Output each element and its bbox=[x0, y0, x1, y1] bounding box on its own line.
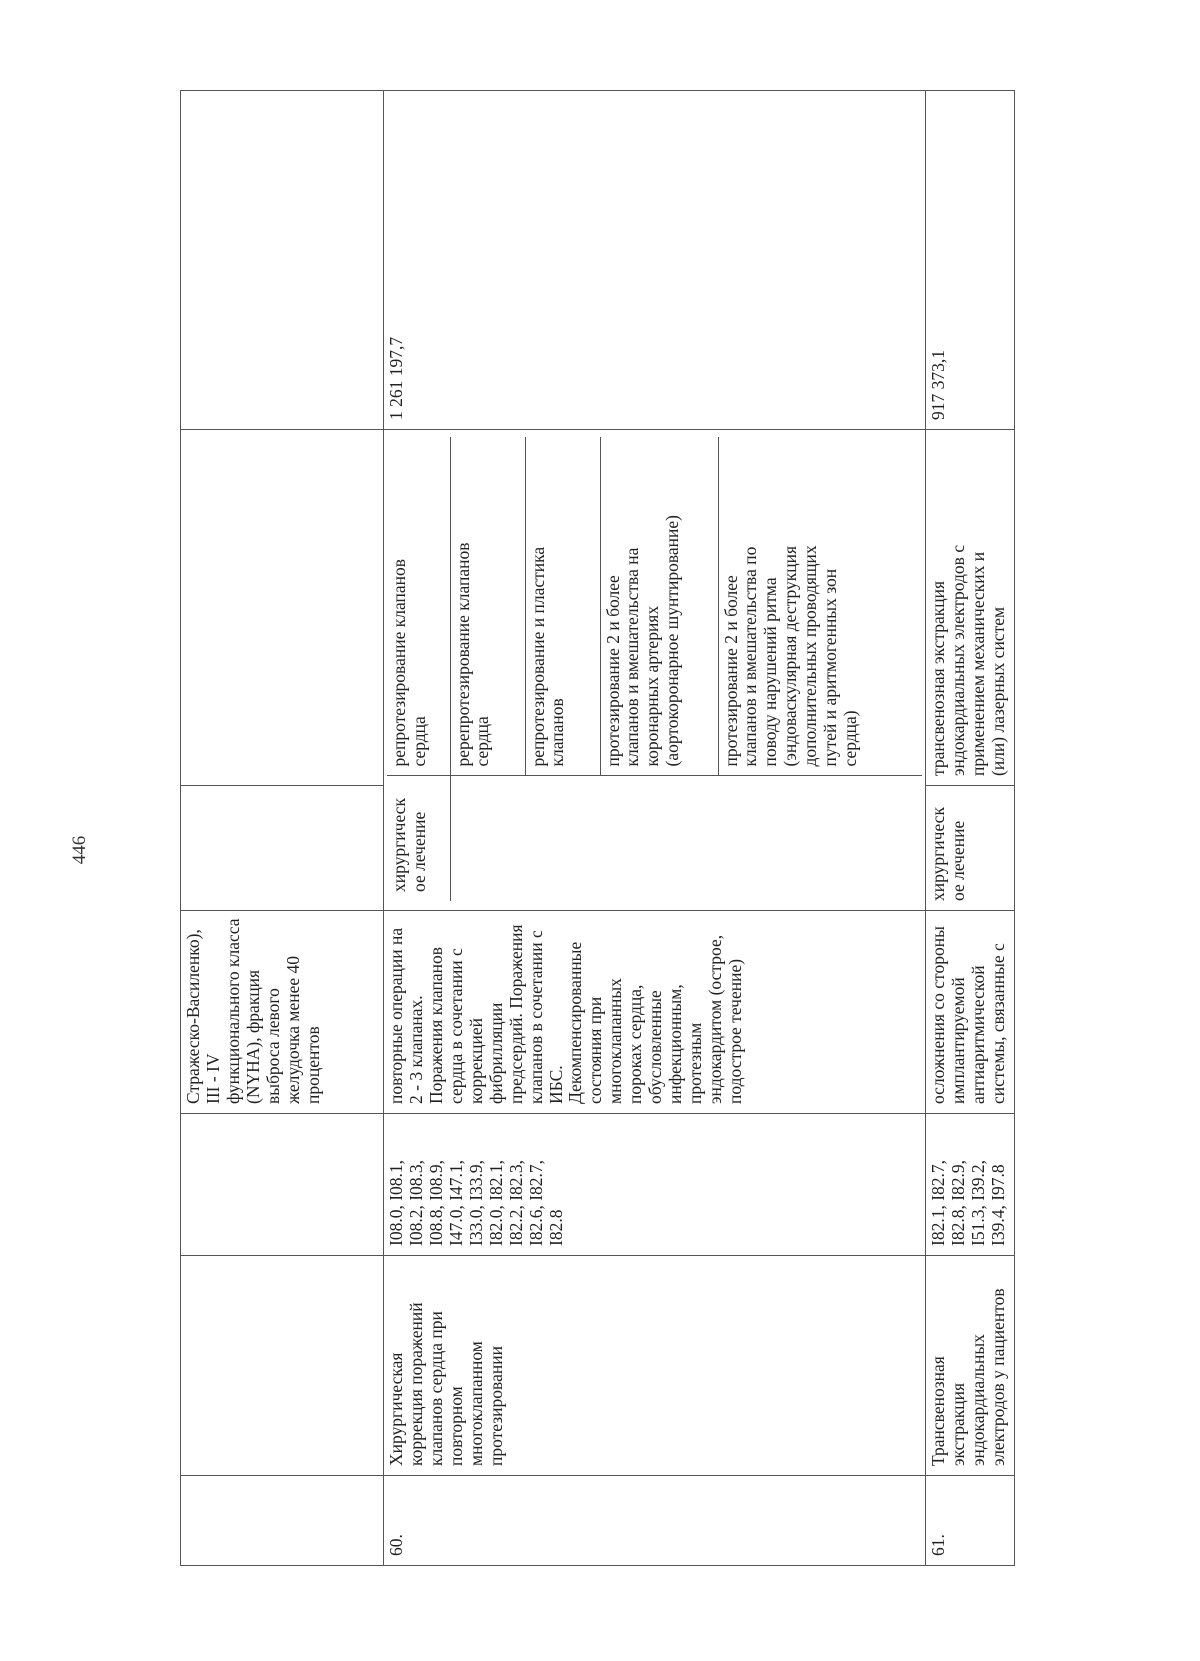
rotated-table-page bbox=[180, 91, 1015, 1566]
cell-empty bbox=[718, 776, 922, 901]
text-line: ое лечение bbox=[947, 820, 968, 901]
cell-empty bbox=[181, 1114, 384, 1256]
text-line: I39.4, I97.8 bbox=[987, 1164, 1008, 1246]
cell-empty bbox=[181, 91, 384, 430]
method-row bbox=[450, 437, 525, 901]
cell-treatment-methods bbox=[384, 430, 926, 911]
table-row-continuation bbox=[181, 91, 384, 1566]
text-line: III - IV bbox=[202, 1053, 223, 1104]
table-row-61 bbox=[926, 91, 1015, 1566]
text-line: предсердий. Поражения bbox=[505, 924, 526, 1104]
text-line: повторном bbox=[445, 1386, 466, 1466]
cell-method bbox=[926, 430, 1015, 786]
text-line: Трансвенозная bbox=[928, 1356, 948, 1466]
cell-method bbox=[387, 437, 450, 776]
text-line: процентов bbox=[302, 1026, 323, 1104]
text-line: эндокардитом (острое, bbox=[705, 934, 725, 1104]
cell-empty bbox=[450, 776, 525, 901]
text-line: дополнительных проводящих bbox=[800, 545, 821, 767]
table-row-60 bbox=[384, 91, 926, 1566]
text-line: многоклапанных bbox=[605, 978, 626, 1104]
cell-row-number: 61. bbox=[926, 1476, 1015, 1566]
cell-row-number: 60. bbox=[384, 1476, 926, 1566]
text-line: (NYHA), фракция bbox=[242, 969, 263, 1104]
cell-patient-model bbox=[926, 911, 1015, 1114]
text-line: коронарных артериях bbox=[642, 605, 663, 767]
text-line: системы, связанные с bbox=[987, 943, 1008, 1104]
cell-empty bbox=[181, 1476, 384, 1566]
text-line: экстракция bbox=[947, 1382, 968, 1466]
text-line: клапанов bbox=[547, 698, 568, 767]
text-line: клапанов сердца при bbox=[425, 1311, 446, 1466]
text-line: инфекционным, bbox=[665, 984, 686, 1104]
cell-norm-cost: 1 261 197,7 bbox=[384, 91, 926, 430]
text-line: эндокардиальных bbox=[967, 1334, 988, 1466]
text-line: протезировании bbox=[485, 1346, 506, 1466]
text-line: имплантируемой bbox=[947, 977, 968, 1104]
text-line: хирургическ bbox=[389, 798, 409, 892]
text-line: функционального класса bbox=[222, 918, 243, 1104]
method-row bbox=[600, 437, 718, 901]
cell-empty bbox=[181, 786, 384, 911]
text-line: протезным bbox=[685, 1022, 706, 1104]
text-line: путей и аритмогенных зон bbox=[820, 568, 841, 767]
text-line: Хирургическая bbox=[386, 1352, 406, 1466]
text-line: ререпротезирование клапанов bbox=[452, 542, 473, 767]
cell-icd-codes bbox=[384, 1114, 926, 1256]
text-line: коррекция поражений bbox=[405, 1302, 426, 1466]
text-line: I82.6, I82.7, bbox=[525, 1159, 546, 1246]
text-line: протезирование 2 и более bbox=[720, 575, 741, 767]
cell-treatment-type bbox=[387, 776, 450, 901]
cell-care-type bbox=[926, 1256, 1015, 1476]
cell-empty bbox=[181, 430, 384, 786]
cell-care-type bbox=[384, 1256, 926, 1476]
cell-norm-cost: 917 373,1 bbox=[926, 91, 1015, 430]
text-line: сердца bbox=[408, 716, 429, 767]
text-line: I82.8 bbox=[545, 1209, 566, 1246]
text-line: многоклапанном bbox=[465, 1341, 486, 1466]
text-line: Поражения клапанов bbox=[425, 947, 446, 1104]
page-number: 446 bbox=[69, 835, 90, 865]
text-line: I33.0, I33.9, bbox=[465, 1159, 486, 1246]
text-line: (или) лазерных систем bbox=[987, 606, 1008, 776]
cell-method bbox=[718, 437, 922, 776]
text-line: репротезирование клапанов bbox=[389, 558, 409, 767]
text-line: ИБС. bbox=[545, 1065, 566, 1104]
method-row bbox=[718, 437, 922, 901]
text-line: пороках сердца, bbox=[625, 984, 646, 1104]
text-line: сердца bbox=[472, 716, 493, 767]
cell-icd-codes bbox=[926, 1114, 1015, 1256]
text-line: I47.0, I47.1, bbox=[445, 1159, 466, 1246]
text-line: электродов у пациентов bbox=[987, 1288, 1008, 1466]
text-line: (эндоваскулярная деструкция bbox=[780, 545, 801, 767]
text-line: фибрилляции bbox=[485, 1002, 506, 1104]
text-line: 2 - 3 клапанах. bbox=[405, 995, 426, 1104]
text-line: клапанов в сочетании с bbox=[525, 930, 546, 1104]
text-line: Стражеско-Василенко), bbox=[183, 929, 203, 1104]
text-line: состояния при bbox=[585, 996, 606, 1104]
text-line: протезирование 2 и более bbox=[602, 575, 623, 767]
text-line: I08.2, I08.3, bbox=[405, 1159, 426, 1246]
text-line: I82.2, I82.3, bbox=[505, 1159, 526, 1246]
text-line: Декомпенсированные bbox=[565, 941, 586, 1104]
cell-empty bbox=[181, 1256, 384, 1476]
text-line: сердца) bbox=[840, 710, 861, 767]
text-line: хирургическ bbox=[928, 807, 948, 901]
cell-patient-model bbox=[181, 911, 384, 1114]
text-line: I82.0, I82.1, bbox=[485, 1159, 506, 1246]
text-line: подострое течение) bbox=[724, 958, 745, 1104]
text-line: применением механических и bbox=[967, 551, 988, 776]
text-line: повторные операции на bbox=[386, 927, 406, 1104]
text-line: I82.8, I82.9, bbox=[947, 1159, 968, 1246]
text-line: I08.8, I08.9, bbox=[425, 1159, 446, 1246]
text-line: клапанов и вмешательства по bbox=[740, 546, 761, 767]
cell-patient-model bbox=[384, 911, 926, 1114]
cell-empty bbox=[600, 776, 718, 901]
medical-care-table bbox=[180, 90, 1015, 1566]
text-line: I08.0, I08.1, bbox=[386, 1159, 406, 1246]
text-line: эндокардиальных электродов с bbox=[947, 544, 968, 776]
cell-method bbox=[600, 437, 718, 776]
text-line: трансвенозная экстракция bbox=[928, 580, 948, 776]
cell-empty bbox=[525, 776, 600, 901]
text-line: осложнения со стороны bbox=[928, 926, 948, 1104]
text-line: коррекцией bbox=[465, 1018, 486, 1104]
text-line: обусловленные bbox=[645, 990, 666, 1104]
nested-methods-table bbox=[387, 437, 922, 901]
cell-method bbox=[525, 437, 600, 776]
text-line: I82.1, I82.7, bbox=[928, 1159, 948, 1246]
text-line: поводу нарушений ритма bbox=[760, 577, 781, 767]
text-line: антиаритмической bbox=[967, 965, 988, 1104]
method-row bbox=[525, 437, 600, 901]
text-line: репротезирование и пластика bbox=[527, 546, 548, 767]
text-line: I51.3, I39.2, bbox=[967, 1159, 988, 1246]
cell-treatment-type bbox=[926, 786, 1015, 911]
text-line: клапанов и вмешательства на bbox=[622, 547, 643, 767]
text-line: ое лечение bbox=[408, 811, 429, 892]
cell-method bbox=[450, 437, 525, 776]
text-line: сердца в сочетании с bbox=[445, 948, 466, 1104]
text-line: (аортокоронарное шунтирование) bbox=[662, 515, 683, 767]
text-line: выброса левого bbox=[262, 988, 283, 1104]
text-line: желудочка менее 40 bbox=[282, 955, 303, 1104]
method-row bbox=[387, 437, 450, 901]
